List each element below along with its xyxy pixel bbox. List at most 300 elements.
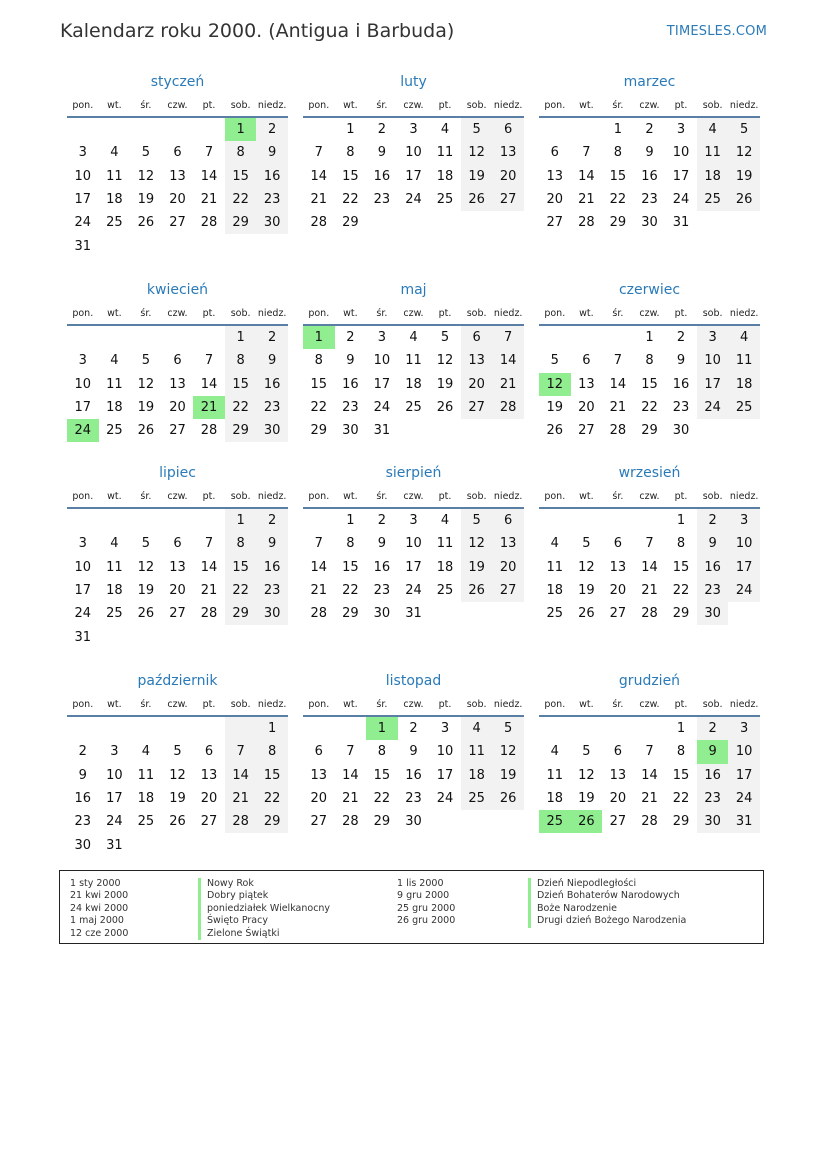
- empty-cell: [303, 117, 335, 141]
- day-cell: 13: [169, 559, 186, 575]
- day-cell: 23: [373, 192, 391, 208]
- day-cell: 5: [492, 716, 524, 740]
- day-cell: 3: [78, 145, 87, 161]
- day-cell: 5: [141, 145, 151, 161]
- day-cell: 9: [256, 349, 288, 372]
- day-cell: 3: [377, 330, 387, 346]
- weekday-header: wt.: [99, 94, 131, 117]
- day-cell: 24: [405, 192, 422, 208]
- day-cell: 26: [578, 606, 595, 622]
- weekday-header: sob.: [461, 302, 493, 325]
- legend-holiday-name: Dobry piątek: [198, 890, 330, 902]
- legend-date: 25 gru 2000: [397, 902, 456, 914]
- day-cell: 26: [571, 810, 603, 833]
- day-cell: 4: [110, 145, 119, 161]
- empty-cell: [99, 625, 131, 648]
- empty-cell: [461, 810, 493, 833]
- empty-cell: [602, 508, 634, 532]
- day-cell: 20: [310, 791, 328, 807]
- day-cell: 30: [342, 423, 359, 439]
- day-cell: 24: [67, 419, 99, 442]
- day-cell: 20: [169, 583, 186, 599]
- day-cell: 20: [461, 373, 493, 396]
- day-cell: 3: [110, 744, 119, 760]
- day-cell: 10: [728, 740, 760, 763]
- empty-cell: [602, 325, 634, 349]
- day-cell: 15: [672, 767, 690, 783]
- day-cell: 2: [697, 508, 729, 532]
- day-cell: 10: [697, 349, 729, 372]
- day-cell: 8: [346, 145, 355, 161]
- day-cell: 14: [200, 559, 218, 575]
- day-cell: 4: [550, 744, 559, 760]
- day-cell: 7: [314, 536, 323, 552]
- day-cell: 2: [697, 716, 729, 740]
- month-table: [539, 485, 760, 625]
- day-cell: 10: [74, 376, 92, 392]
- day-cell: 25: [461, 787, 493, 810]
- day-cell: 15: [310, 376, 328, 392]
- day-cell: 29: [256, 810, 288, 833]
- empty-cell: [697, 419, 729, 442]
- empty-cell: [492, 810, 524, 833]
- empty-cell: [539, 117, 571, 141]
- weekday-header: pon.: [303, 485, 335, 508]
- day-cell: 21: [578, 192, 595, 208]
- day-cell: 22: [225, 188, 257, 211]
- empty-cell: [225, 833, 257, 856]
- weekday-header: pt.: [665, 302, 697, 325]
- day-cell: 10: [74, 559, 92, 575]
- day-cell: 16: [373, 559, 391, 575]
- weekday-header: śr.: [130, 94, 162, 117]
- weekday-header: śr.: [130, 485, 162, 508]
- day-cell: 20: [492, 165, 524, 188]
- weekday-header: sob.: [697, 302, 729, 325]
- legend-holiday-name: Święto Pracy: [198, 915, 330, 927]
- day-cell: 1: [225, 117, 257, 141]
- empty-cell: [492, 419, 524, 442]
- day-cell: 15: [342, 559, 359, 575]
- day-cell: 11: [106, 376, 123, 392]
- weekday-header: sob.: [225, 485, 257, 508]
- empty-cell: [162, 833, 194, 856]
- empty-cell: [539, 716, 571, 740]
- empty-cell: [130, 508, 162, 532]
- day-cell: 19: [137, 192, 155, 208]
- day-cell: 24: [728, 787, 760, 810]
- weekday-header: pon.: [67, 94, 99, 117]
- day-cell: 23: [74, 814, 92, 830]
- empty-cell: [571, 508, 603, 532]
- day-cell: 10: [728, 532, 760, 555]
- day-cell: 27: [492, 579, 524, 602]
- empty-cell: [429, 211, 461, 234]
- day-cell: 7: [225, 740, 257, 763]
- day-cell: 16: [373, 168, 391, 184]
- month-name: październik: [137, 673, 218, 689]
- day-cell: 30: [373, 606, 391, 622]
- weekday-header: pon.: [67, 485, 99, 508]
- day-cell: 9: [697, 740, 729, 763]
- day-cell: 21: [609, 400, 627, 416]
- weekday-header: śr.: [602, 302, 634, 325]
- day-cell: 16: [672, 376, 690, 392]
- day-cell: 17: [74, 400, 92, 416]
- day-cell: 19: [169, 791, 186, 807]
- day-cell: 21: [641, 791, 658, 807]
- empty-cell: [67, 117, 99, 141]
- month-name: lipiec: [159, 465, 196, 481]
- weekday-header: sob.: [461, 485, 493, 508]
- day-cell: 16: [697, 556, 729, 579]
- empty-cell: [571, 716, 603, 740]
- day-cell: 15: [342, 168, 359, 184]
- day-cell: 25: [436, 192, 454, 208]
- day-cell: 30: [256, 211, 288, 234]
- day-cell: 21: [342, 791, 359, 807]
- empty-cell: [130, 325, 162, 349]
- day-cell: 12: [436, 353, 454, 369]
- day-cell: 22: [256, 787, 288, 810]
- day-cell: 13: [609, 767, 627, 783]
- empty-cell: [162, 716, 194, 740]
- weekday-header: pon.: [303, 94, 335, 117]
- day-cell: 27: [169, 606, 186, 622]
- day-cell: 30: [697, 602, 729, 625]
- day-cell: 26: [137, 606, 155, 622]
- weekday-header: sob.: [697, 485, 729, 508]
- day-cell: 29: [641, 423, 658, 439]
- weekday-header: pon.: [539, 94, 571, 117]
- day-cell: 29: [310, 423, 328, 439]
- legend-holiday-name: Boże Narodzenie: [528, 903, 686, 915]
- day-cell: 19: [137, 400, 155, 416]
- day-cell: 11: [405, 353, 422, 369]
- day-cell: 11: [436, 536, 454, 552]
- weekday-header: pt.: [665, 693, 697, 716]
- empty-cell: [461, 419, 493, 442]
- day-cell: 29: [342, 215, 359, 231]
- day-cell: 25: [106, 215, 123, 231]
- day-cell: 2: [377, 122, 387, 138]
- day-cell: 21: [225, 787, 257, 810]
- day-cell: 22: [310, 400, 328, 416]
- day-cell: 28: [641, 814, 658, 830]
- day-cell: 3: [728, 508, 760, 532]
- empty-cell: [193, 508, 225, 532]
- weekday-header: wt.: [99, 302, 131, 325]
- day-cell: 25: [546, 606, 564, 622]
- day-cell: 11: [461, 740, 493, 763]
- day-cell: 18: [106, 583, 123, 599]
- empty-cell: [429, 810, 461, 833]
- weekday-header: wt.: [571, 485, 603, 508]
- weekday-header: pon.: [303, 302, 335, 325]
- day-cell: 26: [137, 423, 155, 439]
- weekday-header: śr.: [602, 94, 634, 117]
- empty-cell: [130, 833, 162, 856]
- empty-cell: [492, 602, 524, 625]
- day-cell: 15: [225, 373, 257, 396]
- day-cell: 1: [366, 716, 398, 740]
- day-cell: 6: [613, 536, 623, 552]
- day-cell: 6: [582, 353, 591, 369]
- day-cell: 9: [256, 141, 288, 164]
- day-cell: 4: [550, 536, 559, 552]
- day-cell: 18: [137, 791, 155, 807]
- day-cell: 14: [492, 349, 524, 372]
- day-cell: 28: [225, 810, 257, 833]
- day-cell: 23: [672, 400, 690, 416]
- empty-cell: [697, 211, 729, 234]
- day-cell: 28: [492, 396, 524, 419]
- day-cell: 14: [310, 168, 328, 184]
- day-cell: 28: [641, 606, 658, 622]
- day-cell: 23: [697, 787, 729, 810]
- empty-cell: [162, 234, 194, 257]
- legend-date: 1 sty 2000: [70, 878, 121, 889]
- day-cell: 7: [645, 536, 654, 552]
- day-cell: 15: [373, 767, 391, 783]
- day-cell: 9: [346, 353, 355, 369]
- empty-cell: [193, 625, 225, 648]
- empty-cell: [256, 833, 288, 856]
- day-cell: 21: [193, 396, 225, 419]
- month-name: grudzień: [618, 673, 681, 689]
- day-cell: 22: [225, 396, 257, 419]
- empty-cell: [99, 117, 131, 141]
- empty-cell: [130, 117, 162, 141]
- month-table: [67, 485, 288, 649]
- empty-cell: [335, 716, 367, 740]
- weekday-header: czw.: [634, 693, 666, 716]
- day-cell: 15: [225, 165, 257, 188]
- day-cell: 29: [225, 211, 257, 234]
- month-name: wrzesień: [618, 465, 681, 481]
- day-cell: 27: [609, 606, 627, 622]
- empty-cell: [99, 716, 131, 740]
- day-cell: 3: [409, 513, 418, 529]
- day-cell: 5: [550, 353, 559, 369]
- day-cell: 28: [578, 215, 595, 231]
- empty-cell: [130, 716, 162, 740]
- weekday-header: sob.: [461, 94, 493, 117]
- day-cell: 6: [550, 145, 559, 161]
- day-cell: 28: [200, 423, 218, 439]
- day-cell: 18: [728, 373, 760, 396]
- month-table: [539, 693, 760, 833]
- weekday-header: niedz.: [256, 485, 288, 508]
- weekday-header: śr.: [366, 302, 398, 325]
- day-cell: 13: [546, 168, 564, 184]
- day-cell: 13: [169, 376, 186, 392]
- day-cell: 19: [546, 400, 564, 416]
- legend-holiday-name: Zielone Świątki: [198, 928, 330, 940]
- day-cell: 4: [697, 117, 729, 141]
- brand-link[interactable]: TIMESLES.COM: [666, 24, 767, 39]
- legend-holiday-name: Drugi dzień Bożego Narodzenia: [528, 915, 686, 927]
- day-cell: 16: [342, 376, 359, 392]
- day-cell: 12: [492, 740, 524, 763]
- day-cell: 5: [728, 117, 760, 141]
- day-cell: 30: [405, 814, 422, 830]
- day-cell: 28: [609, 423, 627, 439]
- empty-cell: [634, 508, 666, 532]
- day-cell: 4: [110, 353, 119, 369]
- weekday-header: pon.: [539, 485, 571, 508]
- day-cell: 13: [492, 141, 524, 164]
- day-cell: 16: [256, 373, 288, 396]
- day-cell: 6: [492, 117, 524, 141]
- day-cell: 9: [409, 744, 418, 760]
- day-cell: 27: [492, 188, 524, 211]
- legend-names-right: [528, 878, 686, 928]
- legend-names-left: [198, 878, 330, 940]
- empty-cell: [225, 625, 257, 648]
- weekday-header: sob.: [697, 693, 729, 716]
- month-table: [303, 693, 524, 833]
- day-cell: 10: [74, 168, 92, 184]
- day-cell: 25: [539, 810, 571, 833]
- day-cell: 26: [169, 814, 186, 830]
- day-cell: 30: [256, 602, 288, 625]
- weekday-header: wt.: [335, 693, 367, 716]
- legend-holiday-name: Nowy Rok: [198, 878, 330, 890]
- month-table: [303, 94, 524, 234]
- day-cell: 18: [106, 400, 123, 416]
- day-cell: 17: [728, 764, 760, 787]
- day-cell: 17: [106, 791, 123, 807]
- weekday-header: czw.: [398, 485, 430, 508]
- day-cell: 1: [303, 325, 335, 349]
- day-cell: 19: [578, 583, 595, 599]
- day-cell: 2: [676, 330, 686, 346]
- month-name: styczeń: [150, 74, 205, 90]
- day-cell: 20: [546, 192, 564, 208]
- day-cell: 17: [373, 376, 391, 392]
- weekday-header: niedz.: [492, 94, 524, 117]
- day-cell: 14: [641, 767, 658, 783]
- month-table: [67, 302, 288, 442]
- day-cell: 14: [641, 559, 658, 575]
- day-cell: 31: [74, 238, 92, 254]
- day-cell: 19: [728, 165, 760, 188]
- weekday-header: śr.: [366, 693, 398, 716]
- day-cell: 29: [225, 419, 257, 442]
- day-cell: 18: [436, 559, 454, 575]
- day-cell: 30: [256, 419, 288, 442]
- day-cell: 26: [461, 579, 493, 602]
- weekday-header: pon.: [539, 302, 571, 325]
- day-cell: 30: [672, 423, 690, 439]
- day-cell: 17: [436, 767, 454, 783]
- empty-cell: [398, 211, 430, 234]
- day-cell: 3: [78, 536, 87, 552]
- month-table: [303, 485, 524, 625]
- month-name: kwiecień: [146, 282, 209, 298]
- day-cell: 16: [641, 168, 658, 184]
- empty-cell: [728, 419, 760, 442]
- day-cell: 14: [200, 376, 218, 392]
- day-cell: 21: [200, 583, 218, 599]
- day-cell: 20: [169, 192, 186, 208]
- day-cell: 12: [539, 373, 571, 396]
- empty-cell: [461, 211, 493, 234]
- day-cell: 15: [641, 376, 658, 392]
- day-cell: 2: [256, 117, 288, 141]
- day-cell: 6: [461, 325, 493, 349]
- weekday-header: niedz.: [256, 693, 288, 716]
- day-cell: 16: [74, 791, 92, 807]
- month-name: marzec: [623, 74, 676, 90]
- weekday-header: niedz.: [492, 302, 524, 325]
- weekday-header: czw.: [162, 302, 194, 325]
- day-cell: 11: [106, 559, 123, 575]
- day-cell: 6: [613, 744, 623, 760]
- day-cell: 16: [256, 556, 288, 579]
- day-cell: 8: [225, 349, 257, 372]
- day-cell: 17: [74, 583, 92, 599]
- day-cell: 4: [440, 122, 450, 138]
- day-cell: 17: [405, 559, 422, 575]
- day-cell: 10: [672, 145, 690, 161]
- day-cell: 4: [728, 325, 760, 349]
- day-cell: 24: [405, 583, 422, 599]
- day-cell: 1: [676, 513, 686, 529]
- day-cell: 11: [546, 559, 564, 575]
- day-cell: 1: [346, 122, 355, 138]
- day-cell: 21: [310, 583, 328, 599]
- day-cell: 31: [405, 606, 422, 622]
- empty-cell: [67, 325, 99, 349]
- day-cell: 16: [697, 764, 729, 787]
- day-cell: 7: [204, 536, 214, 552]
- day-cell: 11: [137, 767, 155, 783]
- day-cell: 9: [645, 145, 654, 161]
- day-cell: 11: [106, 168, 123, 184]
- day-cell: 31: [728, 810, 760, 833]
- day-cell: 7: [492, 325, 524, 349]
- day-cell: 25: [106, 606, 123, 622]
- day-cell: 5: [440, 330, 450, 346]
- legend-date: 26 gru 2000: [397, 915, 456, 927]
- day-cell: 8: [377, 744, 387, 760]
- day-cell: 8: [676, 536, 686, 552]
- empty-cell: [193, 833, 225, 856]
- day-cell: 27: [169, 423, 186, 439]
- empty-cell: [728, 211, 760, 234]
- empty-cell: [303, 508, 335, 532]
- day-cell: 7: [346, 744, 355, 760]
- weekday-header: pon.: [67, 302, 99, 325]
- day-cell: 24: [74, 606, 92, 622]
- day-cell: 22: [609, 192, 627, 208]
- day-cell: 29: [342, 606, 359, 622]
- day-cell: 5: [141, 536, 151, 552]
- day-cell: 3: [697, 325, 729, 349]
- day-cell: 28: [342, 814, 359, 830]
- weekday-header: sob.: [225, 302, 257, 325]
- day-cell: 2: [645, 122, 654, 138]
- legend-date: 12 cze 2000: [70, 927, 129, 939]
- day-cell: 1: [256, 716, 288, 740]
- day-cell: 5: [461, 117, 493, 141]
- day-cell: 18: [546, 583, 564, 599]
- weekday-header: czw.: [634, 485, 666, 508]
- day-cell: 17: [74, 192, 92, 208]
- day-cell: 28: [310, 606, 328, 622]
